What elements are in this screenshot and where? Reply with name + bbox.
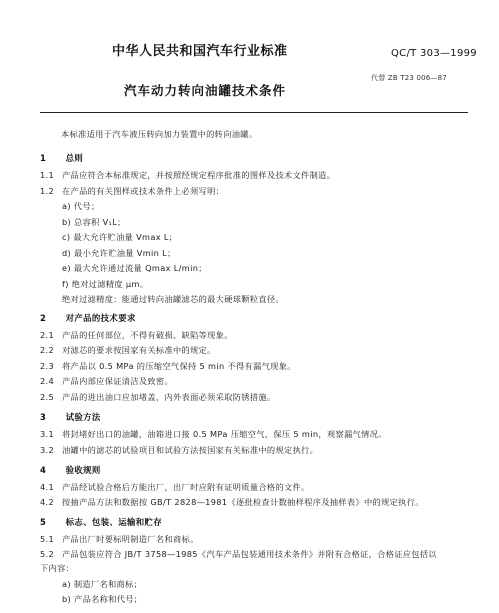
- section-title: 试验方法: [65, 412, 101, 422]
- clause-text: 产品应符合本标准规定，并按照经规定程序批准的图样及技术文件制造。: [62, 170, 336, 180]
- section-4-heading: [40, 465, 101, 475]
- clause-2-4: [40, 376, 173, 386]
- section-5-heading: [40, 517, 162, 527]
- clause-1-1: [40, 170, 335, 180]
- clause-text: 将产品以 0.5 MPa 的压缩空气保持 5 min 不得有漏气现象。: [62, 361, 296, 371]
- clause-text: 产品内部应保证清洁及致密。: [62, 376, 173, 386]
- document-title: 汽车动力转向油罐技术条件: [124, 83, 287, 98]
- section-2-heading: [40, 313, 136, 323]
- section-number: 1: [40, 153, 47, 163]
- clause-3-1: [40, 429, 387, 439]
- list-item: a) 制造厂名和商标；: [62, 579, 143, 589]
- section-number: 3: [40, 412, 47, 422]
- clause-number: 2.1: [40, 330, 55, 340]
- clause-text: 产品经试验合格后方能出厂，出厂时应附有证明质量合格的文件。: [62, 482, 310, 492]
- clause-3-2: [40, 445, 318, 455]
- clause-2-1: [40, 330, 233, 340]
- list-item: d) 最小允许贮油量 Vmin L；: [62, 248, 176, 258]
- clause-4-1: [40, 482, 310, 492]
- list-item: f) 绝对过滤精度 μm。: [62, 279, 149, 289]
- list-item: b) 产品名称和代号；: [62, 594, 143, 604]
- replaced-standard-note: 代替 ZB T23 006—87: [371, 74, 447, 82]
- clause-number: 2.3: [40, 361, 55, 371]
- clause-text: 将封堵好出口的油罐，油箱进口接 0.5 MPa 压缩空气，保压 5 min，观察漏气情况。: [62, 429, 387, 439]
- section-title: 对产品的技术要求: [65, 313, 136, 323]
- clause-4-2: [40, 497, 424, 507]
- clause-text: 对滤芯的要求按国家有关标准中的规定。: [62, 345, 216, 355]
- clause-1-2: [40, 186, 224, 196]
- clause-number: 5.1: [40, 534, 55, 544]
- clause-text: 油罐中的滤芯的试验项目和试验方法按国家有关标准中的规定执行。: [62, 445, 319, 455]
- clause-number: 4.2: [40, 497, 55, 507]
- clause-number: 3.1: [40, 429, 55, 439]
- list-item: a) 代号；: [62, 201, 100, 211]
- header-rule: [40, 112, 468, 113]
- clause-5-2: [40, 549, 437, 559]
- clause-text: 下内容：: [40, 563, 75, 573]
- clause-number: 2.5: [40, 392, 55, 402]
- clause-number: 1.2: [40, 186, 55, 196]
- clause-text: 产品出厂时要标明制造厂名和商标。: [62, 534, 199, 544]
- clause-text: 产品包装应符合 JB/T 3758—1985《汽车产品包装通用技术条件》并附有合格证，合格证应包括以: [62, 549, 437, 559]
- clause-number: 3.2: [40, 445, 55, 455]
- section-number: 2: [40, 313, 47, 323]
- clause-2-3: [40, 361, 296, 371]
- clause-5-1: [40, 534, 199, 544]
- clause-text: 在产品的有关图样或技术条件上必须写明：: [62, 186, 225, 196]
- clause-number: 2.2: [40, 345, 55, 355]
- clause-number: 2.4: [40, 376, 55, 386]
- list-item: e) 最大允许通过流量 Qmax L/min；: [62, 263, 207, 273]
- definition-note: 绝对过滤精度：能通过转向油罐滤芯的最大硬球颗粒直径。: [62, 294, 284, 304]
- section-3-heading: [40, 412, 101, 422]
- section-1-heading: [40, 153, 83, 163]
- standard-number: QC/T 303—1999: [391, 48, 477, 59]
- list-item: c) 最大允许贮油量 Vmax L；: [62, 232, 178, 242]
- clause-5-2-continuation: [40, 563, 74, 573]
- clause-text: 按抽产品方法和数据按 GB/T 2828—1981《逐批检查计数抽样程序及抽样表》中的规定执行。: [62, 497, 424, 507]
- section-number: 5: [40, 517, 47, 527]
- clause-number: 5.2: [40, 549, 55, 559]
- section-title: 标志、包装、运输和贮存: [65, 517, 163, 527]
- section-title: 总则: [65, 153, 84, 163]
- clause-text: 产品的进出油口应加堵盖，内外表面必须采取防锈措施。: [62, 392, 276, 402]
- clause-number: 1.1: [40, 170, 55, 180]
- clause-text: 产品的任何部位，不得有破损、缺陷等现象。: [62, 330, 233, 340]
- clause-number: 4.1: [40, 482, 55, 492]
- section-title: 验收规则: [65, 465, 101, 475]
- clause-2-5: [40, 392, 275, 402]
- clause-2-2: [40, 345, 216, 355]
- standard-category-title: 中华人民共和国汽车行业标准: [112, 44, 288, 59]
- list-item: b) 总容积 V₁L；: [62, 217, 126, 227]
- section-number: 4: [40, 465, 47, 475]
- intro-text: 本标准适用于汽车液压转向加力装置中的转向油罐。: [61, 129, 258, 139]
